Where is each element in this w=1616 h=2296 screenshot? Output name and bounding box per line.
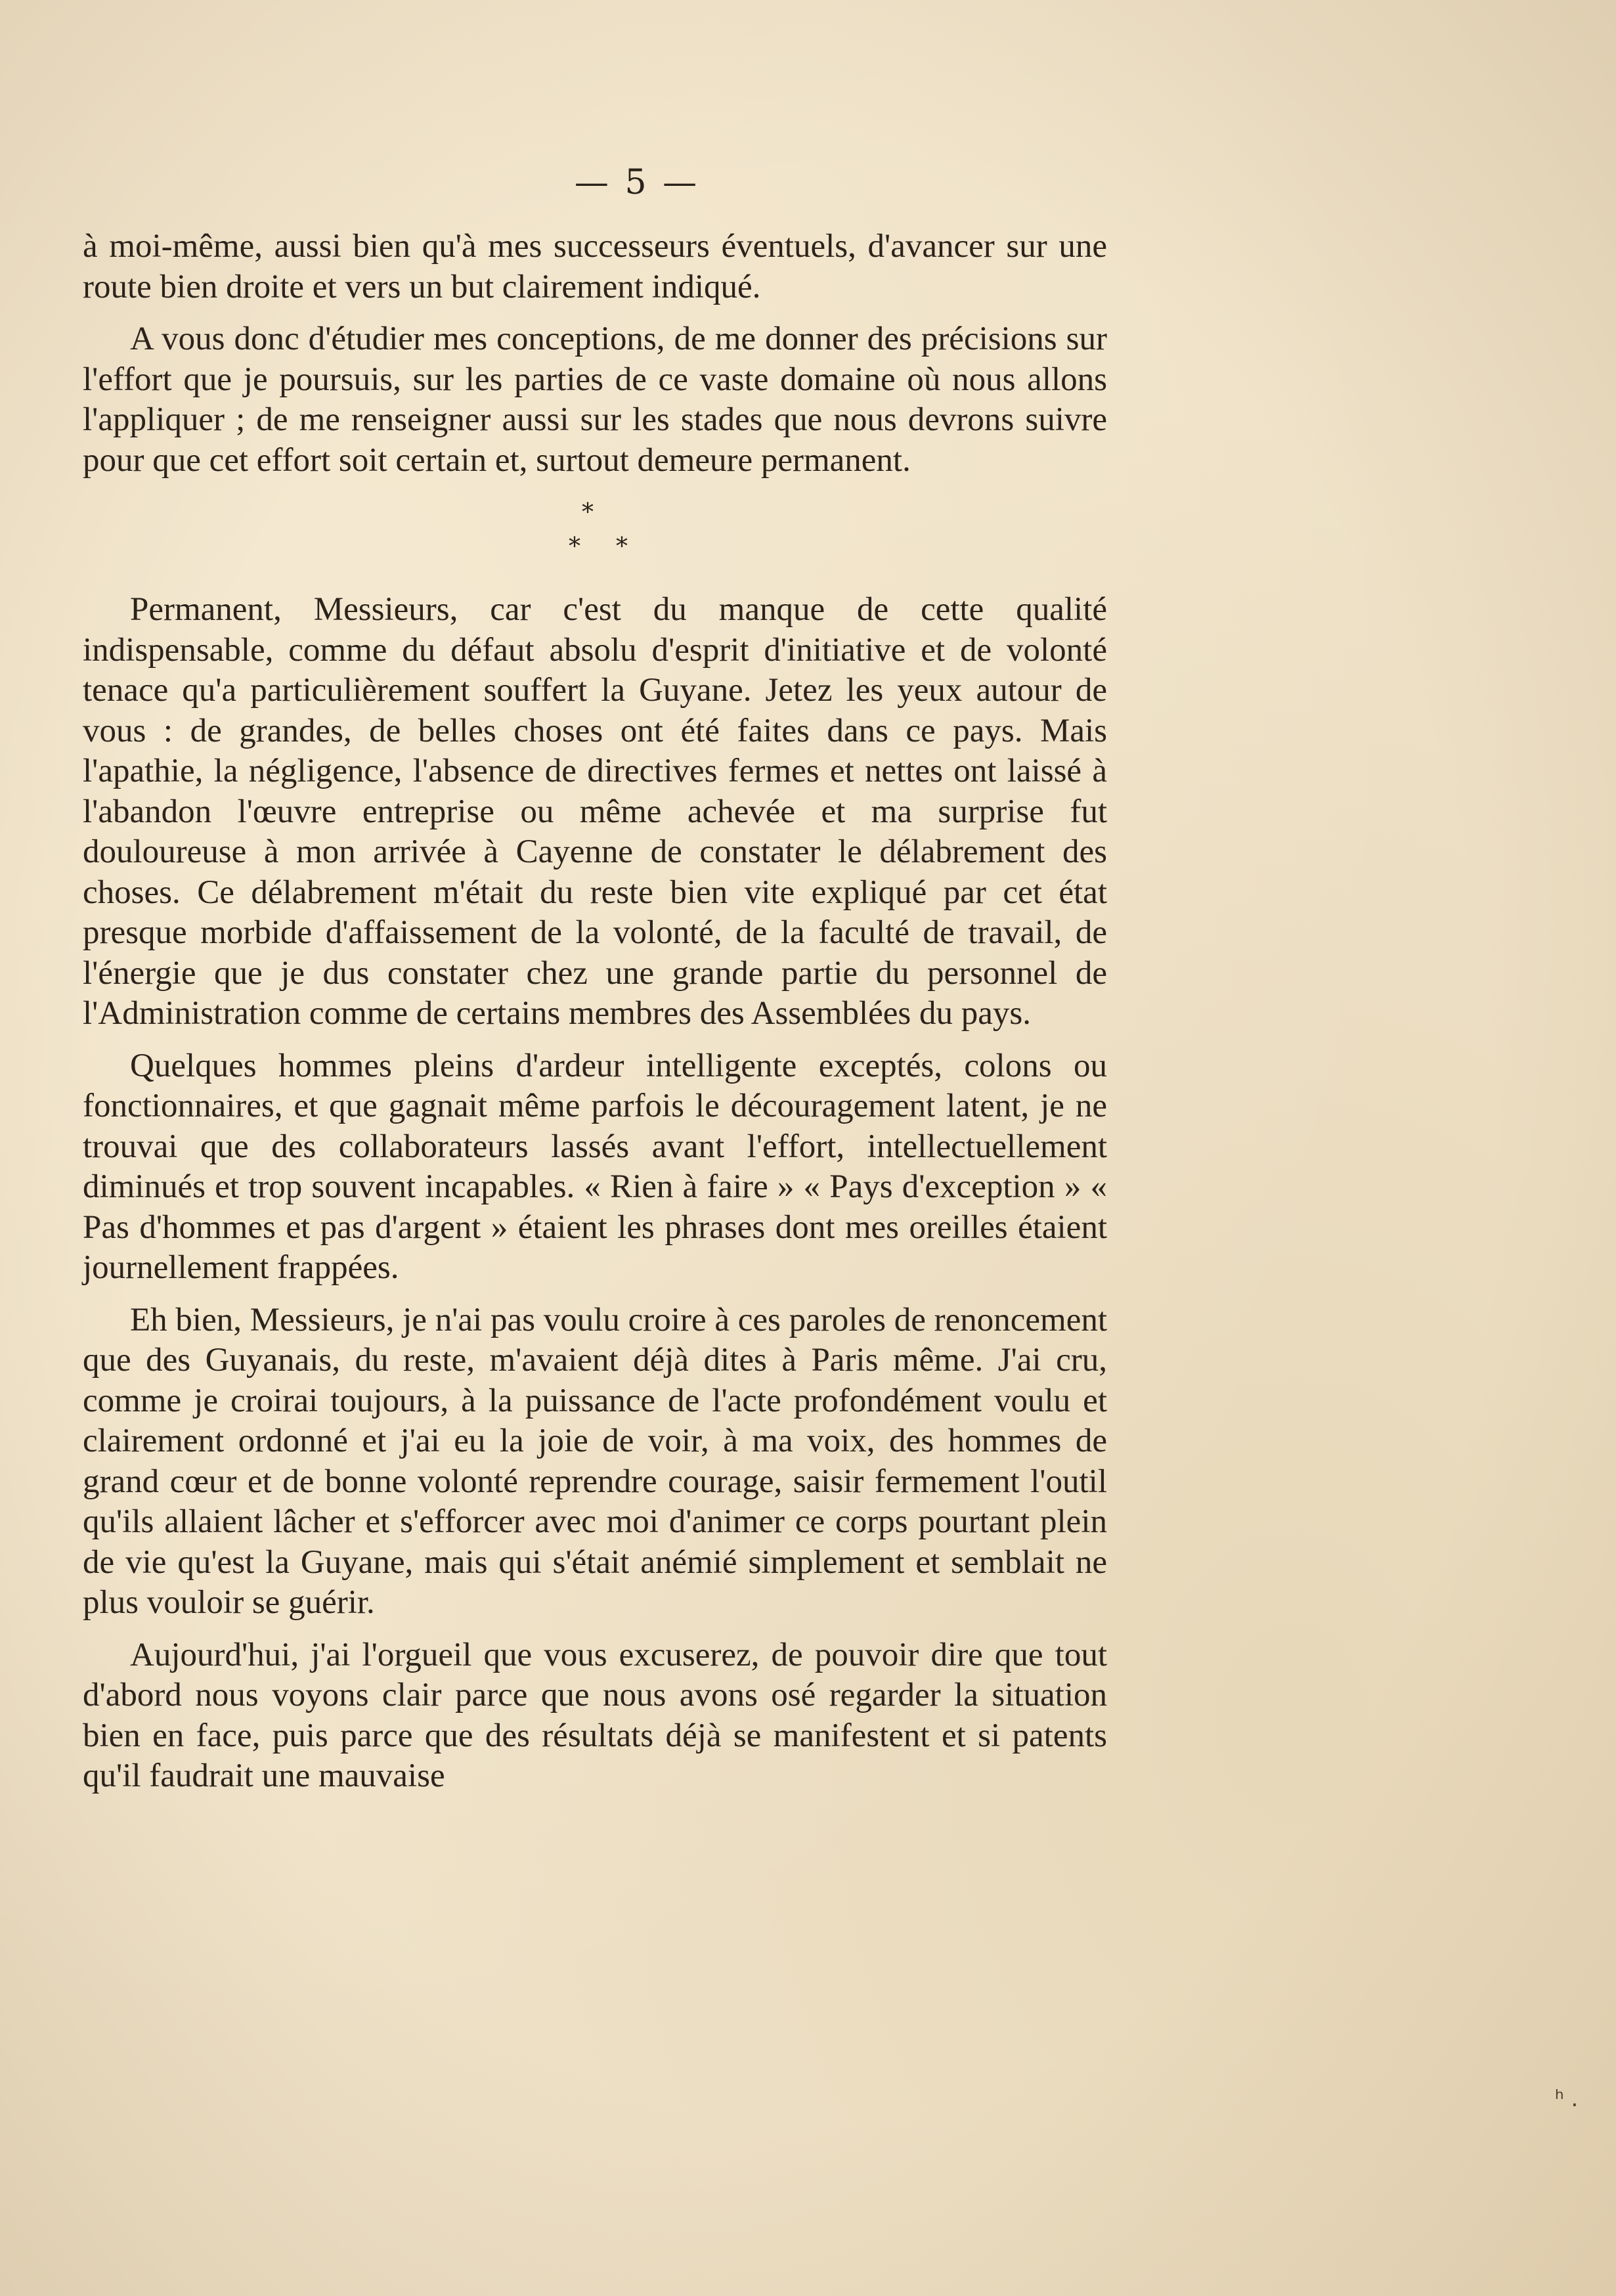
paragraph: Aujourd'hui, j'ai l'orgueil que vous excuserez, de pouvoir dire que tout d'abord nous voyons clair parce que nous avons osé regarder la situation bien en face, puis parce que des résultats déjà se manifestent et si patents qu'il faudrait une mauvaise xyxy=(83,1636,1107,1794)
section-break-asterism xyxy=(83,493,1107,571)
paragraph-continuation: à moi-même, aussi bien qu'à mes successeurs éventuels, d'avancer sur une route bien droite et vers un but clairement indiqué. xyxy=(83,228,1107,305)
margin-mark: ʰ . xyxy=(1555,2086,1579,2112)
asterism-star-top: * xyxy=(582,499,594,526)
page-number: — 5 — xyxy=(574,163,700,202)
paragraph: Quelques hommes pleins d'ardeur intelligente exceptés, colons ou fonctionnaires, et que gagnait même parfois le découragement latent, je ne trouvai que des collaborateurs lassés avant l'effort, intellectuellement diminués et trop souvent incapables. « Rien à faire » « Pays d'exception » « Pas d'hommes et pas d'argent » étaient les phrases dont mes oreilles étaient journellement frappées. xyxy=(83,1047,1107,1286)
paragraph: Eh bien, Messieurs, je n'ai pas voulu croire à ces paroles de renoncement que des Guyanais, du reste, m'avaient déjà dites à Paris même. J'ai cru, comme je croirai toujours, à la puissance de l'acte profondément voulu et clairement ordonné et j'ai eu la joie de voir, à ma voix, des hommes de grand cœur et de bonne volonté reprendre courage, saisir fermement l'outil qu'ils allaient lâcher et s'efforcer avec moi d'animer ce corps pourtant plein de vie qu'est la Guyane, mais qui s'était anémié simplement et semblait ne plus vouloir se guérir. xyxy=(83,1301,1107,1621)
paragraph: Permanent, Messieurs, car c'est du manque de cette qualité indispensable, comme du défaut absolu d'esprit d'initiative et de volonté tenace qu'a particulièrement souffert la Guyane. Jetez les yeux autour de vous : de grandes, de belles choses ont été faites dans ce pays. Mais l'apathie, la négligence, l'absence de directives fermes et nettes ont laissé à l'abandon l'œuvre entreprise ou même achevée et ma surprise fut douloureuse à mon arrivée à Cayenne de constater le délabrement des choses. Ce délabrement m'était du reste bien vite expliqué par cet état presque morbide d'affaissement de la volonté, de la faculté de travail, de l'énergie que je dus constater chez une grande partie du personnel de l'Administration comme de certains membres des Assemblées du pays. xyxy=(83,591,1107,1032)
body-text xyxy=(83,227,1107,1809)
asterism-star-left: * xyxy=(569,533,580,560)
asterism-star-right: * xyxy=(616,533,628,560)
paragraph: A vous donc d'étudier mes conceptions, de me donner des précisions sur l'effort que je poursuis, sur les parties de ce vaste domaine où nous allons l'appliquer ; de me renseigner aussi sur les stades que nous devrons suivre pour que cet effort soit certain et, surtout demeure permanent. xyxy=(83,320,1107,479)
